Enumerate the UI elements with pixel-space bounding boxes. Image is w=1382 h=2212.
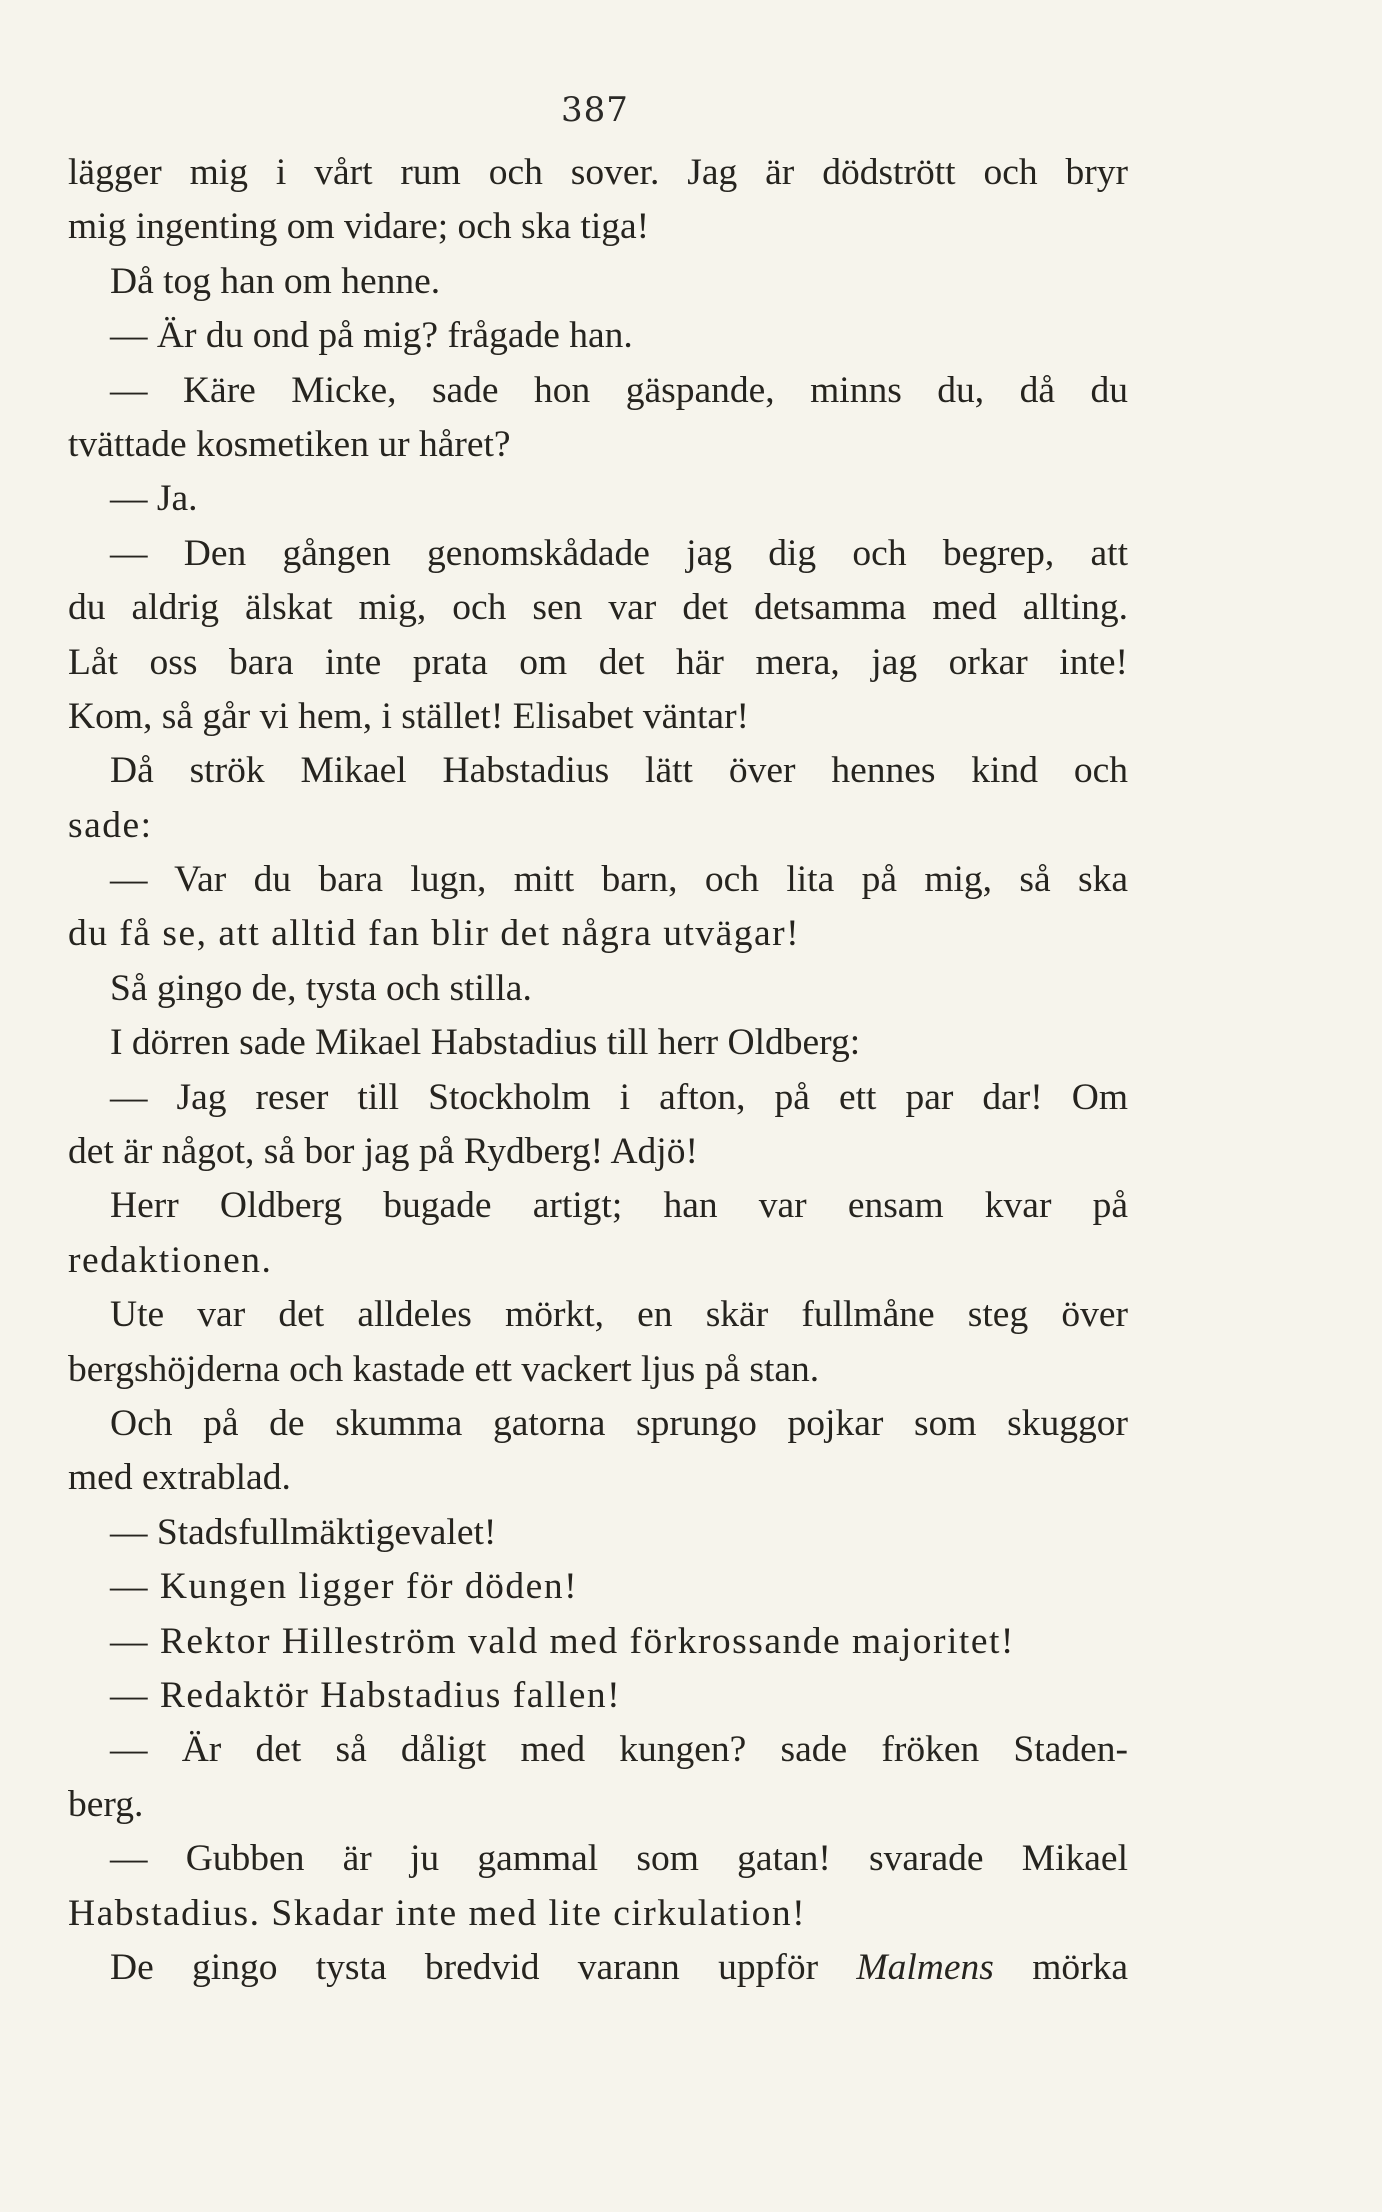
text-line-last [68, 1941, 1128, 1995]
text-line: redaktionen. [68, 1239, 273, 1281]
text-line: — Var du bara lugn, mitt barn, och lita på mig, så ska [110, 859, 1128, 901]
text-segment: De gingo tysta bredvid varann uppför [110, 1946, 819, 1988]
body-text [68, 146, 1128, 1995]
text-line: mig ingenting om vidare; och ska tiga! [68, 206, 650, 248]
text-line: Ute var det alldeles mörkt, en skär fullmåne steg över [110, 1294, 1128, 1336]
text-line: Herr Oldberg bugade artigt; han var ensam kvar på [110, 1185, 1128, 1227]
text-line: — Ja. [110, 478, 198, 520]
text-line: Kom, så går vi hem, i stället! Elisabet väntar! [68, 695, 750, 737]
text-line: med extrablad. [68, 1457, 291, 1499]
text-line: I dörren sade Mikael Habstadius till herr Oldberg: [110, 1022, 861, 1064]
text-line: — Gubben är ju gammal som gatan! svarade Mikael [110, 1838, 1128, 1880]
text-line: Låt oss bara inte prata om det här mera, jag orkar inte! [68, 641, 1128, 683]
text-line: lägger mig i vårt rum och sover. Jag är dödstrött och bryr [68, 152, 1128, 193]
text-line: — Är du ond på mig? frågade han. [110, 315, 633, 357]
text-line: — Stadsfullmäktigevalet! [110, 1511, 497, 1553]
text-line: Då strök Mikael Habstadius lätt över hennes kind och [110, 750, 1128, 792]
text-line: — Redaktör Habstadius fallen! [110, 1674, 622, 1716]
text-line: — Rektor Hilleström vald med förkrossande majoritet! [110, 1620, 1015, 1662]
text-line: — Jag reser till Stockholm i afton, på ett par dar! Om [110, 1076, 1128, 1118]
text-line: — Käre Micke, sade hon gäspande, minns du, då du [110, 369, 1128, 411]
text-line: bergshöjderna och kastade ett vackert ljus på stan. [68, 1348, 820, 1390]
text-line: Och på de skumma gatorna sprungo pojkar som skuggor [110, 1402, 1128, 1444]
text-line: det är något, så bor jag på Rydberg! Adjö! [68, 1131, 698, 1173]
text-line: — Kungen ligger för döden! [110, 1566, 579, 1608]
italic-place-name: Malmens [856, 1946, 994, 1988]
text-line: Då tog han om henne. [110, 260, 441, 302]
text-line: berg. [68, 1783, 144, 1825]
text-line: — Är det så dåligt med kungen? sade fröken Staden- [110, 1729, 1128, 1771]
text-line: sade: [68, 804, 153, 846]
text-segment: mörka [1032, 1946, 1128, 1988]
text-line: tvättade kosmetiken ur håret? [68, 423, 511, 465]
text-line: du få se, att alltid fan blir det några utvägar! [68, 913, 801, 955]
text-line: Så gingo de, tysta och stilla. [110, 967, 532, 1009]
text-line: du aldrig älskat mig, och sen var det detsamma med allting. [68, 587, 1128, 629]
text-line: — Den gången genomskådade jag dig och begrep, att [110, 532, 1128, 574]
page-number: 387 [561, 90, 629, 130]
text-line: Habstadius. Skadar inte med lite cirkulation! [68, 1892, 807, 1934]
